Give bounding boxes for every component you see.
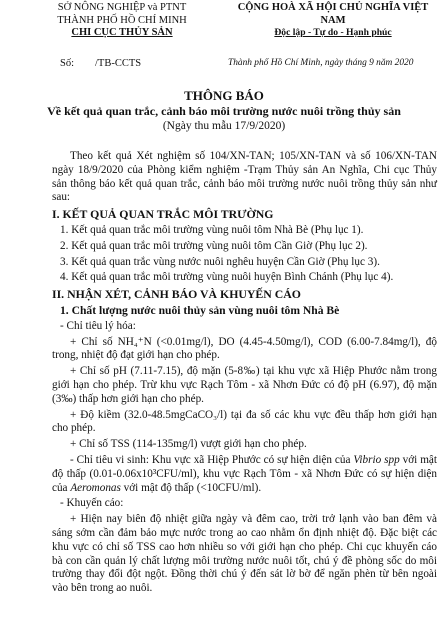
document-title: THÔNG BÁO bbox=[184, 88, 264, 103]
issuer-org-line2: THÀNH PHỐ HỒ CHÍ MINH bbox=[57, 14, 187, 26]
recommendation-label: - Khuyến cáo: bbox=[60, 497, 124, 510]
subsection-1-heading: 1. Chất lượng nước nuôi thủy sản vùng nuôi tôm Nhà Bè bbox=[60, 303, 340, 317]
intro-paragraph: Theo kết quả Xét nghiệm số 104/XN-TAN; 105/XN-TAN và số 106/XN-TAN ngày 18/9/2020 của Phòng kiểm nghiệm -Trạm Thủy sản An Nghĩa, Chi cục Thủy sản thông báo kết quả quan trắc, cảnh báo môi trường nước nuôi trồng thủy sản như sau: bbox=[52, 150, 437, 204]
microbiology-text: với mật độ thấp (0.01-0.06x10³CFU/ml), khu vực Rạch Tôm - xã Nhơn Đức có sự hiện diện của bbox=[52, 453, 437, 494]
chemistry-label: - Chỉ tiêu lý hóa: bbox=[60, 319, 136, 332]
section-1-item: 3. Kết quả quan trắc vùng nước nuôi nghêu huyện Cần Giờ (Phụ lục 3). bbox=[60, 255, 380, 268]
chemistry-item: + Độ kiềm (32.0-48.5mgCaCO₃/l) tại đa số các khu vực đều thấp hơn giới hạn cho phép. bbox=[52, 408, 437, 435]
section-1-heading: I. KẾT QUẢ QUAN TRẮC MÔI TRƯỜNG bbox=[52, 207, 274, 222]
chemistry-item: + Chỉ số NH₄⁺N (<0.01mg/l), DO (4.45-4.50mg/l), COD (6.00-7.84mg/l), độ trong, nhiệt độ đạt giới hạn cho phép. bbox=[52, 335, 437, 362]
microbiology-text: - Chỉ tiêu vi sinh: Khu vực xã Hiệp Phước có sự hiện diện của bbox=[70, 453, 354, 466]
issuer-org-line1: SỞ NÔNG NGHIỆP và PTNT bbox=[57, 2, 187, 13]
recommendation-paragraph: + Hiện nay biên độ nhiệt giữa ngày và đêm cao, trời trở lạnh vào ban đêm và sáng sớm cần đảm bảo mực nước trong ao cao nhằm ổn định nhiệt độ. Đặc biệt các khu vực có chỉ số TSS cao hơn nhiều so với giới hạn cho phép. Chi cục khuyến cáo bà con cần quản lý chất lượng môi trường nước nuôi tốt, chú ý đề phòng sốc do môi trường thay đổi đột ngột. Đồng thời chú ý đến sát lờ bờ để ngăn phèn từ bên ngoài vào bên trong ao nuôi. bbox=[52, 513, 437, 595]
sample-date: (Ngày thu mẫu 17/9/2020) bbox=[162, 120, 286, 132]
species-name: Vibrio spp bbox=[353, 453, 400, 466]
chemistry-item: + Chỉ số TSS (114-135mg/l) vượt giới hạn cho phép. bbox=[70, 438, 307, 451]
document-number: Số: /TB-CCTS bbox=[60, 58, 142, 69]
place-and-date: Thành phố Hồ Chí Minh, ngày tháng 9 năm 2020 bbox=[228, 58, 414, 68]
issuer-unit: CHI CỤC THỦY SẢN bbox=[71, 27, 173, 38]
species-name: Aeromonas bbox=[70, 481, 121, 494]
nation-name: CỘNG HOÀ XÃ HỘI CHỦ NGHĨA VIỆT NAM bbox=[237, 2, 429, 26]
section-2-heading: II. NHẬN XÉT, CẢNH BÁO VÀ KHUYẾN CÁO bbox=[52, 287, 301, 302]
microbiology-paragraph bbox=[52, 454, 437, 495]
chemistry-item: + Chỉ số pH (7.11-7.15), độ mặn (5-8‰) tại khu vực xã Hiệp Phước nằm trong giới hạn cho phép. Trừ khu vực Rạch Tôm - xã Nhơn Đức có độ pH (6.97), độ mặn (3‰) thấp hơn giới hạn cho phép. bbox=[52, 365, 437, 405]
national-header bbox=[230, 2, 436, 40]
section-1-item: 2. Kết quả quan trắc môi trường vùng nuôi tôm Cần Giờ (Phụ lục 2). bbox=[60, 239, 368, 252]
national-motto: Độc lập - Tự do - Hạnh phúc bbox=[274, 27, 392, 38]
document-body bbox=[52, 150, 437, 598]
document-subject: Về kết quả quan trắc, cảnh báo môi trường nước nuôi trồng thủy sản bbox=[47, 104, 401, 118]
microbiology-text: với mật độ thấp (<10CFU/ml). bbox=[120, 481, 262, 494]
section-1-item: 1. Kết quả quan trắc môi trường vùng nuôi tôm Nhà Bè (Phụ lục 1). bbox=[60, 223, 364, 236]
issuer-block bbox=[24, 2, 220, 40]
section-1-item: 4. Kết quả quan trắc môi trường vùng nuôi huyện Bình Chánh (Phụ lục 4). bbox=[60, 271, 394, 284]
